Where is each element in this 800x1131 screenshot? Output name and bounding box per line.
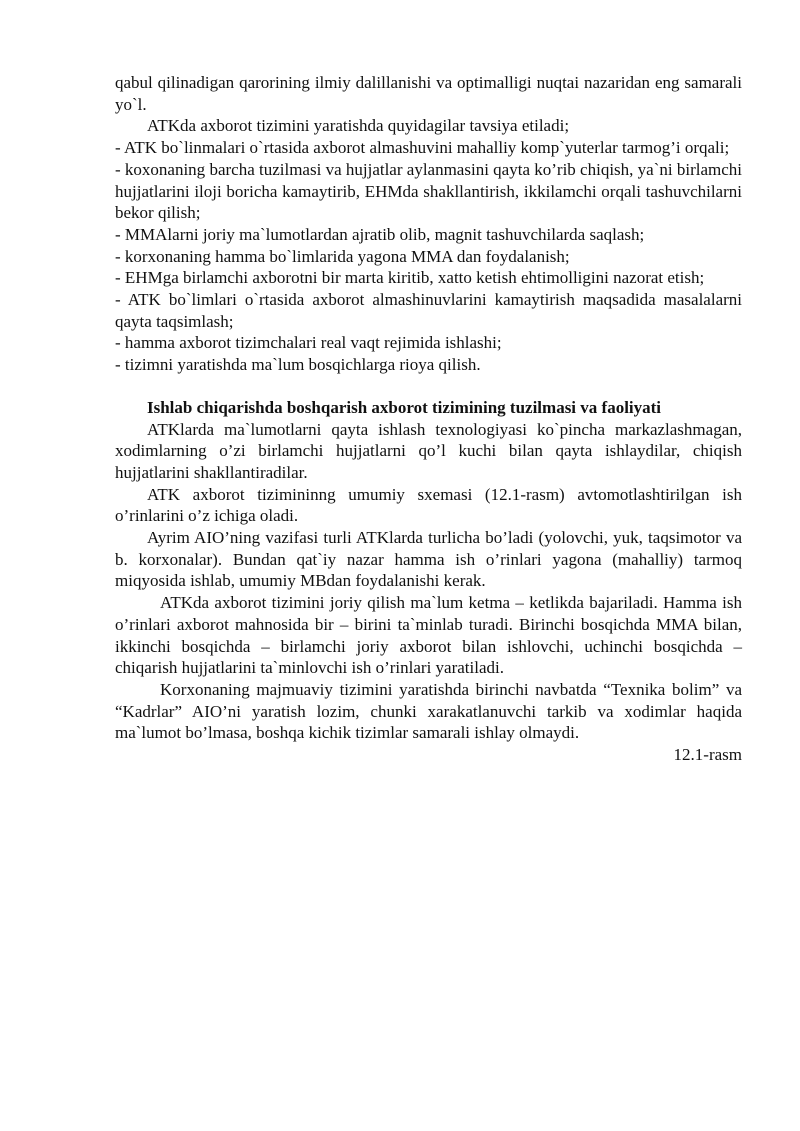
list-item: - korxonaning hamma bo`limlarida yagona MMA dan foydalanish; xyxy=(115,246,570,266)
list-item: - koxonaning barcha tuzilmasi va hujjatlar aylanmasini qayta ko’rib chiqish, ya`ni birlamchi hujjatlarini iloji boricha kamaytirib, EHMda shakllantirish, ikkilamchi orqali tashuvchilarni bekor qilish; xyxy=(115,159,742,223)
recommendation-list xyxy=(115,137,742,376)
figure-label: 12.1-rasm xyxy=(673,745,742,765)
list-item: - tizimni yaratishda ma`lum bosqichlarga rioya qilish. xyxy=(115,355,481,375)
list-item: - ATK bo`linmalari o`rtasida axborot almashuvini mahalliy komp`yuterlar tarmog’i orqali; xyxy=(115,138,730,158)
section-heading: Ishlab chiqarishda boshqarish axborot tizimining tuzilmasi va faoliyati xyxy=(147,397,662,417)
intro-continuation: qabul qilinadigan qarorining ilmiy dalillanishi va optimalligi nuqtai nazaridan eng samarali yo`l. xyxy=(115,73,742,114)
list-item: - hamma axborot tizimchalari real vaqt rejimida ishlashi; xyxy=(115,333,502,353)
list-item: - MMAlarni joriy ma`lumotlardan ajratib olib, magnit tashuvchilarda saqlash; xyxy=(115,224,645,244)
body-paragraph: ATKda axborot tizimini joriy qilish ma`lum ketma – ketlikda bajariladi. Hamma ish o’rinlari axborot mahnosida bir – birini ta`minlab turadi. Birinchi bosqichda MMA bilan, ikkinchi bosqichda – birlamchi joriy axborot bilan ishlovchi, uchinchi bosqichda – chiqarish hujjatlarini ta`minlovchi ish o’rinlari yaratiladi. xyxy=(115,593,742,678)
list-item: - ATK bo`limlari o`rtasida axborot almashinuvlarini kamaytirish maqsadida masalalarni qayta taqsimlash; xyxy=(115,290,742,331)
recommendation-intro: ATKda axborot tizimini yaratishda quyidagilar tavsiya etiladi; xyxy=(147,116,570,136)
list-item: - EHMga birlamchi axborotni bir marta kiritib, xatto ketish ehtimolligini nazorat etish; xyxy=(115,268,705,288)
body-paragraph: Ayrim AIO’ning vazifasi turli ATKlarda turlicha bo’ladi (yolovchi, yuk, taqsimotor va b. korxonalar). Bundan qat`iy nazar hamma ish o’rinlari yagona (mahalliy) tarmoq miqyosida ishlab, umumiy MBdan foydalanishi kerak. xyxy=(115,528,742,591)
body-paragraph: ATK axborot tizimininng umumiy sxemasi (12.1-rasm) avtomotlashtirilgan ish o’rinlarini o’z ichiga oladi. xyxy=(115,484,742,526)
body-paragraph: ATKlarda ma`lumotlarni qayta ishlash texnologiyasi ko`pincha markazlashmagan, xodimlarning o’zi birlamchi hujjatlarni qo’l kuchi bilan qayta ishlaydilar, chiqish hujjatlarini shakllantiradilar. xyxy=(115,419,742,482)
body-paragraph: Korxonaning majmuaviy tizimini yaratishda birinchi navbatda “Texnika bolim” va “Kadrlar” AIO’ni yaratish lozim, chunki xarakatlanuvchi tarkib va xodimlar haqida ma`lumot bo’lmasa, boshqa kichik tizimlar samarali ishlay olmaydi. xyxy=(115,679,742,743)
